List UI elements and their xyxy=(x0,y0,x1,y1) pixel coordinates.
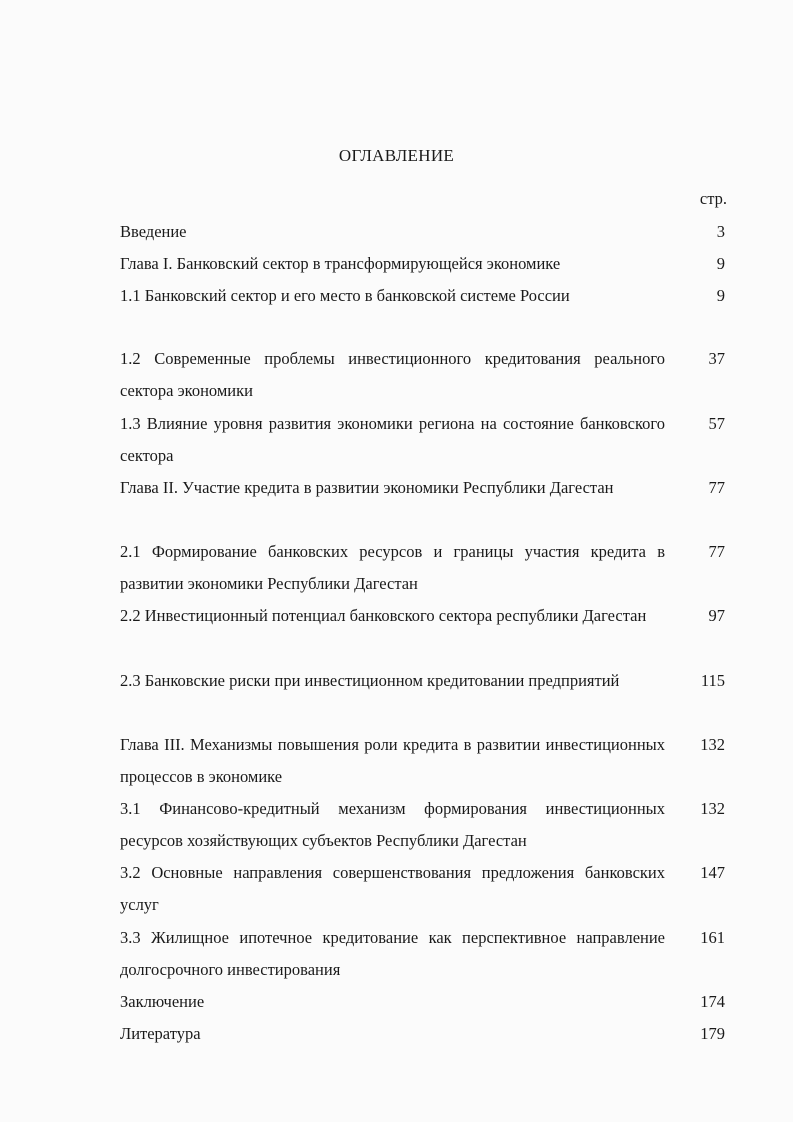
toc-entry-text: Введение xyxy=(120,222,187,241)
toc-entry-page: 57 xyxy=(708,414,725,433)
toc-entry-page: 161 xyxy=(700,928,725,947)
toc-entry-page: 77 xyxy=(708,478,725,497)
toc-entry xyxy=(120,857,725,921)
toc-title: ОГЛАВЛЕНИЕ xyxy=(338,146,455,165)
toc-entry-text: 1.3 Влияние уровня развития экономики региона на состояние банковского сектора xyxy=(120,414,665,465)
toc-entry xyxy=(120,986,725,1018)
toc-entry-text: 3.3 Жилищное ипотечное кредитование как перспективное направление долгосрочного инвестирования xyxy=(120,928,665,979)
toc-entry-page: 3 xyxy=(716,222,725,241)
toc-entry xyxy=(120,793,725,857)
toc-entry-text: 2.2 Инвестиционный потенциал банковского сектора республики Дагестан xyxy=(120,606,647,625)
toc-entry xyxy=(120,729,725,793)
toc-entry-text: 1.2 Современные проблемы инвестиционного кредитования реального сектора экономики xyxy=(120,349,665,400)
toc-entry-page: 179 xyxy=(700,1024,725,1043)
toc-entry-text: 3.2 Основные направления совершенствования предложения банковских услуг xyxy=(120,863,665,914)
toc-entry-text: Глава II. Участие кредита в развитии экономики Республики Дагестан xyxy=(120,478,614,497)
toc-entry xyxy=(120,216,725,248)
toc-entry-text: 2.1 Формирование банковских ресурсов и границы участия кредита в развитии экономики Республики Дагестан xyxy=(120,542,665,593)
toc-entry-text: Заключение xyxy=(120,992,205,1011)
toc-entry xyxy=(120,665,725,697)
toc-entry xyxy=(120,408,725,472)
toc-entry-text: 2.3 Банковские риски при инвестиционном кредитовании предприятий xyxy=(120,671,620,690)
toc-entry-page: 132 xyxy=(700,735,725,754)
page-column-header: стр. xyxy=(699,189,727,208)
toc-entry-page: 132 xyxy=(700,799,725,818)
toc-entry-page: 37 xyxy=(708,349,725,368)
toc-entry xyxy=(120,343,725,407)
toc-entry xyxy=(120,472,725,504)
toc-entry-page: 77 xyxy=(708,542,725,561)
toc-entry xyxy=(120,600,725,632)
toc-entry xyxy=(120,922,725,986)
toc-entry-text: Глава I. Банковский сектор в трансформирующейся экономике xyxy=(120,254,561,273)
toc-entry-page: 9 xyxy=(716,254,725,273)
toc-entry-page: 97 xyxy=(708,606,725,625)
toc-entry-page: 9 xyxy=(716,286,725,305)
toc-entry xyxy=(120,536,725,600)
toc-entry-text: 3.1 Финансово-кредитный механизм формирования инвестиционных ресурсов хозяйствующих субъектов Республики Дагестан xyxy=(120,799,665,850)
toc-entry-text: Глава III. Механизмы повышения роли кредита в развитии инвестиционных процессов в экономике xyxy=(120,735,665,786)
toc-entry-page: 115 xyxy=(700,671,725,690)
toc-entry-text: 1.1 Банковский сектор и его место в банковской системе России xyxy=(120,286,570,305)
toc-entry-page: 147 xyxy=(700,863,725,882)
toc-entry-page: 174 xyxy=(700,992,725,1011)
toc-entry xyxy=(120,248,725,280)
toc-entry xyxy=(120,1018,725,1050)
toc-entry-text: Литература xyxy=(120,1024,201,1043)
toc-entry xyxy=(120,280,725,312)
